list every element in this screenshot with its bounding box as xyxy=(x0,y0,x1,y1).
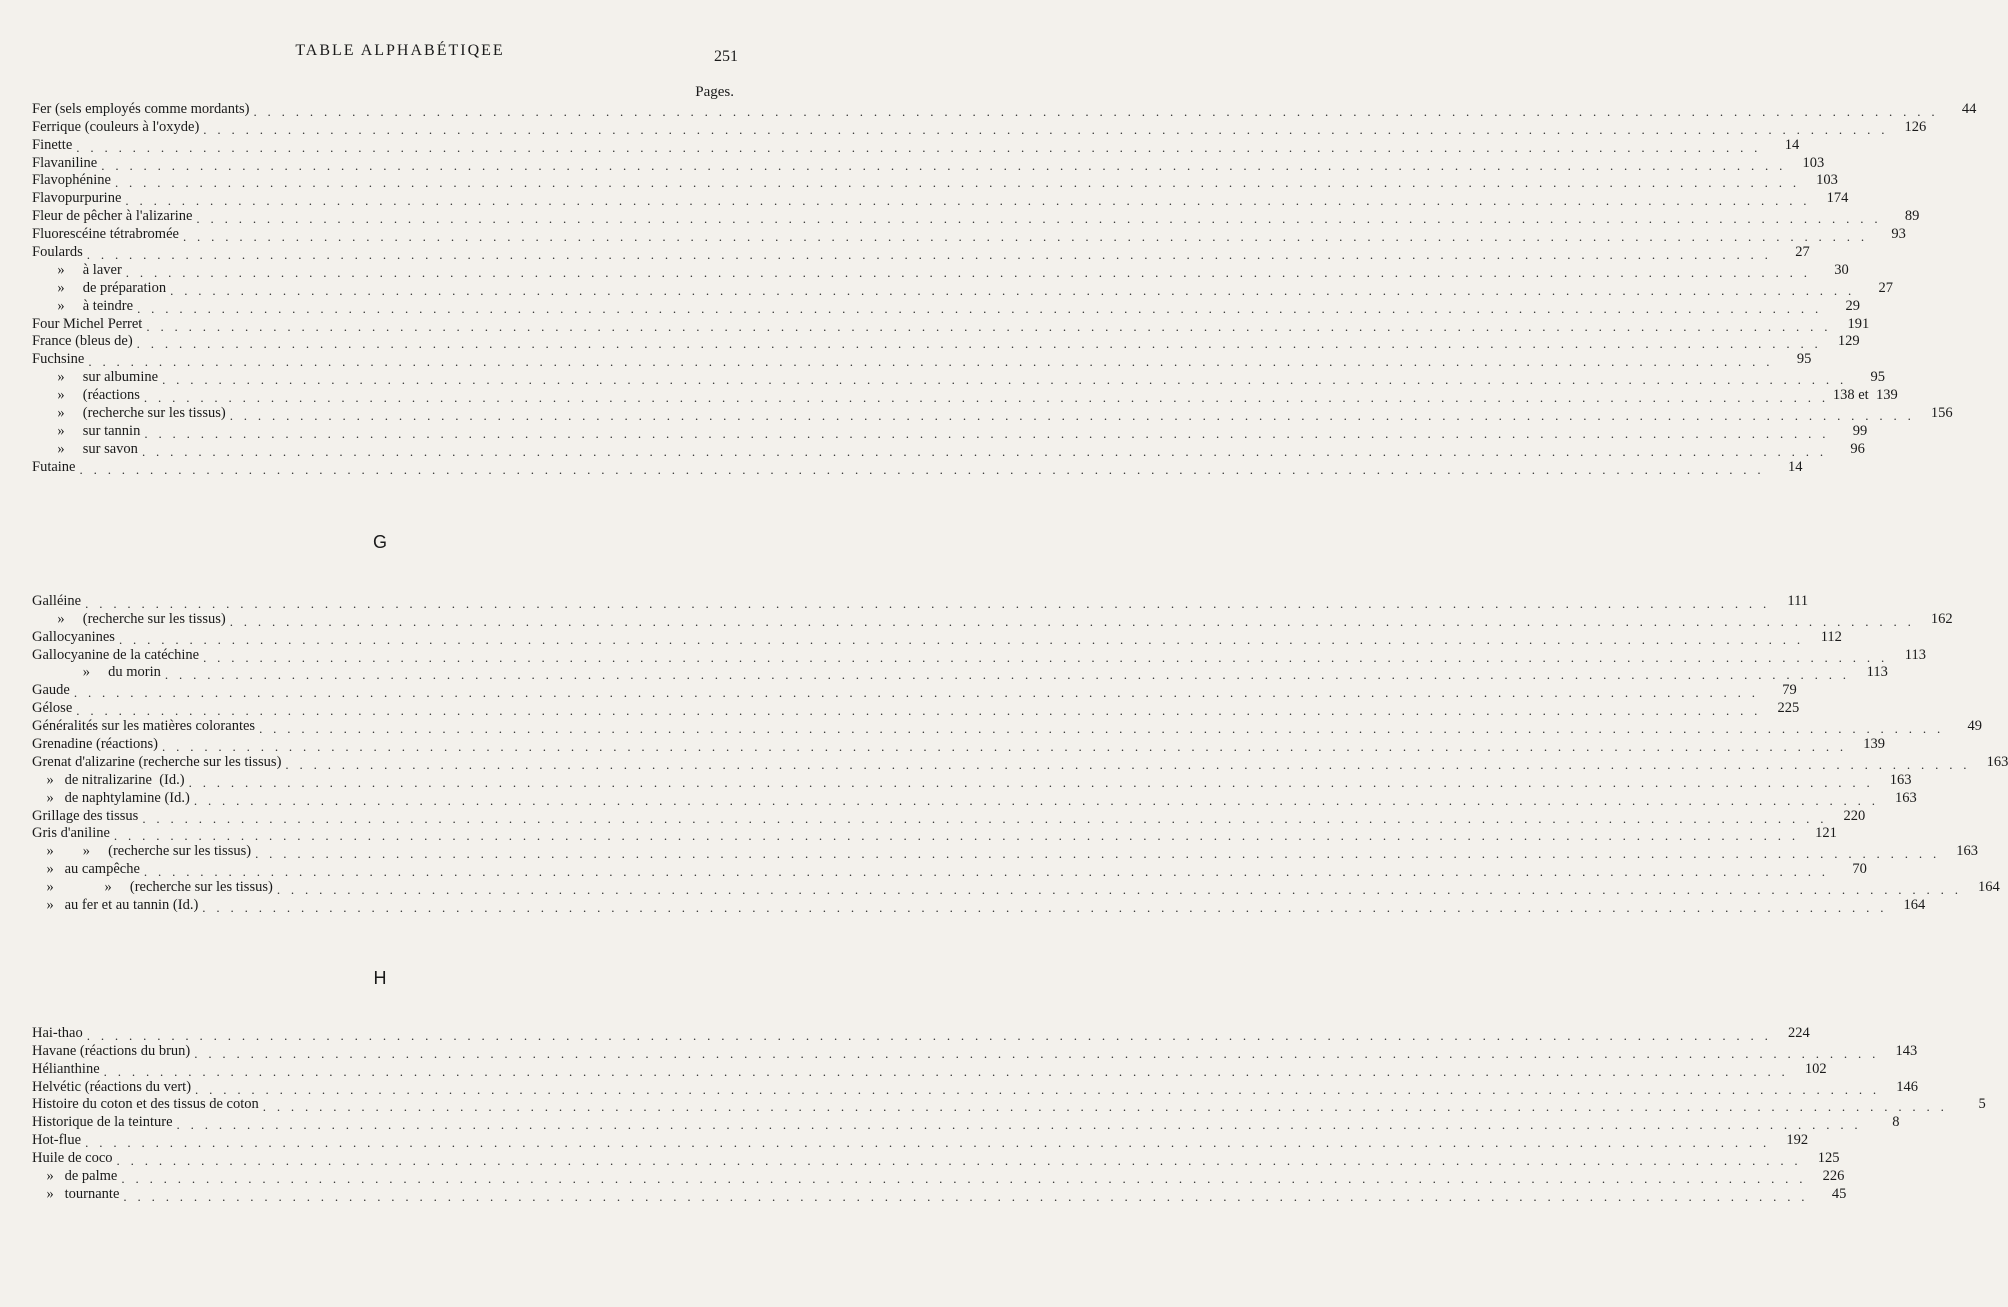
index-entry xyxy=(32,717,1983,737)
dot-leader: . . . . . . . . . . . . . . . . . . . . . . . . . . . . . . . . . . . . . . . . . . . . . . . . . . . . . . . . . . . . . . . . . . . . . . . . . . . . . . . . . . . . . . . . . . . . . . . . . . . . . . . . . . . . . . . . . . . . . . . . xyxy=(285,756,1971,772)
dot-leader: . . . . . . . . . . . . . . . . . . . . . . . . . . . . . . . . . . . . . . . . . . . . . . . . . . . . . . . . . . . . . . . . . . . . . . . . . . . . . . . . . . . . . . . . . . . . . . . . . . . . . . . . . . . . . . . . . . . . . . . . xyxy=(170,282,1856,298)
entry-page-number: 164 xyxy=(1978,879,2000,896)
entry-label: » tournante xyxy=(32,1185,120,1202)
dot-leader: . . . . . . . . . . . . . . . . . . . . . . . . . . . . . . . . . . . . . . . . . . . . . . . . . . . . . . . . . . . . . . . . . . . . . . . . . . . . . . . . . . . . . . . . . . . . . . . . . . . . . . . . . . . . . . . . . . . . . . . . xyxy=(259,721,1945,737)
index-entry xyxy=(32,315,1870,334)
entry-page-number: 129 xyxy=(1837,333,1860,350)
index-entry xyxy=(32,118,1927,137)
entry-page-number: 163 xyxy=(1895,789,1917,806)
dot-leader: . . . . . . . . . . . . . . . . . . . . . . . . . . . . . . . . . . . . . . . . . . . . . . . . . . . . . . . . . . . . . . . . . . . . . . . . . . . . . . . . . . . . . . . . . . . . . . . . . . . . . . . . . . . . . . . . . . . . . . . . xyxy=(182,229,1868,245)
index-entry xyxy=(32,350,1812,370)
section-letter-g: G xyxy=(372,532,387,552)
entry-label: Fleur de pêcher à l'alizarine xyxy=(32,208,193,225)
dot-leader: . . . . . . . . . . . . . . . . . . . . . . . . . . . . . . . . . . . . . . . . . . . . . . . . . . . . . . . . . . . . . . . . . . . . . . . . . . . . . . . . . . . . . . . . . . . . . . . . . . . . . . . . . . . . . . . . . . . . . . . . xyxy=(73,685,1759,701)
entry-page-number: 29 xyxy=(1845,297,1861,314)
dot-leader: . . . . . . . . . . . . . . . . . . . . . . . . . . . . . . . . . . . . . . . . . . . . . . . . . . . . . . . . . . . . . . . . . . . . . . . . . . . . . . . . . . . . . . . . . . . . . . . . . . . . . . . . . . . . . . . . . . . . . . . . xyxy=(114,175,1800,191)
dot-leader: . . . . . . . . . . . . . . . . . . . . . . . . . . . . . . . . . . . . . . . . . . . . . . . . . . . . . . . . . . . . . . . . . . . . . . . . . . . . . . . . . . . . . . . . . . . . . . . . . . . . . . . . . . . . . . . . . . . . . . . . xyxy=(162,372,1848,388)
index-entry xyxy=(32,261,1849,280)
entry-page-number: 224 xyxy=(1787,1024,1810,1041)
entry-label: » sur savon xyxy=(32,440,138,457)
dot-leader: . . . . . . . . . . . . . . . . . . . . . . . . . . . . . . . . . . . . . . . . . . . . . . . . . . . . . . . . . . . . . . . . . . . . . . . . . . . . . . . . . . . . . . . . . . . . . . . . . . . . . . . . . . . . . . . . . . . . . . . . xyxy=(255,846,1941,862)
entry-page-number: 226 xyxy=(1822,1168,1845,1185)
page-number: 251 xyxy=(714,48,738,65)
entry-page-number: 139 xyxy=(1863,736,1885,753)
index-entry xyxy=(32,225,1906,245)
index-entry xyxy=(32,386,1898,406)
dot-leader: . . . . . . . . . . . . . . . . . . . . . . . . . . . . . . . . . . . . . . . . . . . . . . . . . . . . . . . . . . . . . . . . . . . . . . . . . . . . . . . . . . . . . . . . . . . . . . . . . . . . . . . . . . . . . . . . . . . . . . . . xyxy=(141,443,1827,459)
dot-leader: . . . . . . . . . . . . . . . . . . . . . . . . . . . . . . . . . . . . . . . . . . . . . . . . . . . . . . . . . . . . . . . . . . . . . . . . . . . . . . . . . . . . . . . . . . . . . . . . . . . . . . . . . . . . . . . . . . . . . . . . xyxy=(144,425,1830,441)
index-entry xyxy=(32,628,1842,647)
index-entry xyxy=(32,825,1837,844)
entry-label: » (réactions xyxy=(32,387,140,404)
entry-label: Helvétic (réactions du vert) xyxy=(32,1078,192,1095)
index-section-h xyxy=(32,1024,1986,1204)
entry-page-number: 126 xyxy=(1904,118,1927,135)
entry-page-number: 96 xyxy=(1850,440,1865,457)
entry-label: Foulards xyxy=(32,244,83,261)
entry-label: Gélose xyxy=(32,700,73,717)
dot-leader: . . . . . . . . . . . . . . . . . . . . . . . . . . . . . . . . . . . . . . . . . . . . . . . . . . . . . . . . . . . . . . . . . . . . . . . . . . . . . . . . . . . . . . . . . . . . . . . . . . . . . . . . . . . . . . . . . . . . . . . . xyxy=(88,354,1774,370)
entry-label: » (recherche sur les tissus) xyxy=(32,405,226,422)
index-entry xyxy=(32,1149,1840,1169)
index-entry xyxy=(32,100,1977,119)
entry-label: » (recherche sur les tissus) xyxy=(32,610,226,627)
entry-label: Gallocyanine de la catéchine xyxy=(32,646,200,663)
entry-page-number: 30 xyxy=(1834,261,1849,278)
index-entry xyxy=(32,681,1797,701)
entry-label: Futaine xyxy=(32,458,76,475)
dot-leader: . . . . . . . . . . . . . . . . . . . . . . . . . . . . . . . . . . . . . . . . . . . . . . . . . . . . . . . . . . . . . . . . . . . . . . . . . . . . . . . . . . . . . . . . . . . . . . . . . . . . . . . . . . . . . . . . . . . . . . . . xyxy=(116,1153,1802,1169)
dot-leader: . . . . . . . . . . . . . . . . . . . . . . . . . . . . . . . . . . . . . . . . . . . . . . . . . . . . . . . . . . . . . . . . . . . . . . . . . . . . . . . . . . . . . . . . . . . . . . . . . . . . . . . . . . . . . . . . . . . . . . . . xyxy=(101,157,1787,173)
index-entry xyxy=(32,1096,1986,1115)
index-entry xyxy=(32,1185,1847,1204)
index-entry xyxy=(32,368,1886,388)
index-entry xyxy=(32,1060,1827,1079)
entry-label: Gris d'aniline xyxy=(32,825,110,842)
index-entry xyxy=(32,735,1885,755)
entry-label: Flavopurpurine xyxy=(32,190,122,207)
entry-label: Généralités sur les matières colorantes xyxy=(32,718,256,735)
dot-leader: . . . . . . . . . . . . . . . . . . . . . . . . . . . . . . . . . . . . . . . . . . . . . . . . . . . . . . . . . . . . . . . . . . . . . . . . . . . . . . . . . . . . . . . . . . . . . . . . . . . . . . . . . . . . . . . . . . . . . . . . xyxy=(196,211,1882,227)
entry-page-number: 102 xyxy=(1804,1060,1827,1077)
section-letter-h: H xyxy=(373,968,387,988)
entry-label: Havane (réactions du brun) xyxy=(32,1042,191,1059)
entry-page-number: 112 xyxy=(1820,628,1842,645)
entry-page-number: 113 xyxy=(1866,664,1888,681)
index-section-g xyxy=(32,592,2008,916)
entry-page-number: 8 xyxy=(1892,1114,1900,1131)
index-entry xyxy=(32,440,1865,459)
dot-leader: . . . . . . . . . . . . . . . . . . . . . . . . . . . . . . . . . . . . . . . . . . . . . . . . . . . . . . . . . . . . . . . . . . . . . . . . . . . . . . . . . . . . . . . . . . . . . . . . . . . . . . . . . . . . . . . . . . . . . . . . xyxy=(188,774,1874,790)
index-section-f xyxy=(32,100,1977,477)
entry-page-number: 95 xyxy=(1870,369,1886,386)
dot-leader: . . . . . . . . . . . . . . . . . . . . . . . . . . . . . . . . . . . . . . . . . . . . . . . . . . . . . . . . . . . . . . . . . . . . . . . . . . . . . . . . . . . . . . . . . . . . . . . . . . . . . . . . . . . . . . . . . . . . . . . . xyxy=(76,703,1762,719)
dot-leader: . . . . . . . . . . . . . . . . . . . . . . . . . . . . . . . . . . . . . . . . . . . . . . . . . . . . . . . . . . . . . . . . . . . . . . . . . . . . . . . . . . . . . . . . . . . . . . . . . . . . . . . . . . . . . . . . . . . . . . . . xyxy=(125,264,1811,280)
dot-leader: . . . . . . . . . . . . . . . . . . . . . . . . . . . . . . . . . . . . . . . . . . . . . . . . . . . . . . . . . . . . . . . . . . . . . . . . . . . . . . . . . . . . . . . . . . . . . . . . . . . . . . . . . . . . . . . . . . . . . . . . xyxy=(253,103,1939,119)
dot-leader: . . . . . . . . . . . . . . . . . . . . . . . . . . . . . . . . . . . . . . . . . . . . . . . . . . . . . . . . . . . . . . . . . . . . . . . . . . . . . . . . . . . . . . . . . . . . . . . . . . . . . . . . . . . . . . . . . . . . . . . . xyxy=(195,1081,1880,1097)
entry-page-number: 156 xyxy=(1930,405,1953,422)
entry-label: » à teindre xyxy=(32,297,134,314)
index-entry xyxy=(32,1167,1845,1187)
entry-label: Grenadine (réactions) xyxy=(32,736,159,753)
entry-page-number: 113 xyxy=(1904,646,1927,663)
index-entry xyxy=(32,243,1810,263)
dot-leader: . . . . . . . . . . . . . . . . . . . . . . . . . . . . . . . . . . . . . . . . . . . . . . . . . . . . . . . . . . . . . . . . . . . . . . . . . . . . . . . . . . . . . . . . . . . . . . . . . . . . . . . . . . . . . . . . . . . . . . . . xyxy=(85,1135,1771,1151)
entry-label: Histoire du coton et des tissus de coton xyxy=(32,1096,259,1113)
entry-page-number: 162 xyxy=(1930,610,1953,627)
dot-leader: . . . . . . . . . . . . . . . . . . . . . . . . . . . . . . . . . . . . . . . . . . . . . . . . . . . . . . . . . . . . . . . . . . . . . . . . . . . . . . . . . . . . . . . . . . . . . . . . . . . . . . . . . . . . . . . . . . . . . . . . xyxy=(276,882,1962,898)
index-entry xyxy=(32,1024,1810,1043)
index-entry xyxy=(32,1131,1809,1151)
dot-leader: . . . . . . . . . . . . . . . . . . . . . . . . . . . . . . . . . . . . . . . . . . . . . . . . . . . . . . . . . . . . . . . . . . . . . . . . . . . . . . . . . . . . . . . . . . . . . . . . . . . . . . . . . . . . . . . . . . . . . . . . xyxy=(136,336,1822,352)
dot-leader: . . . . . . . . . . . . . . . . . . . . . . . . . . . . . . . . . . . . . . . . . . . . . . . . . . . . . . . . . . . . . . . . . . . . . . . . . . . . . . . . . . . . . . . . . . . . . . . . . . . . . . . . . . . . . . . . . . . . . . . . xyxy=(123,1188,1809,1204)
entry-label: » du morin xyxy=(32,664,161,681)
entry-page-number: 99 xyxy=(1852,422,1868,439)
entry-label: Flavophénine xyxy=(32,172,111,189)
entry-page-number: 111 xyxy=(1787,592,1809,609)
dot-leader: . . . . . . . . . . . . . . . . . . . . . . . . . . . . . . . . . . . . . . . . . . . . . . . . . . . . . . . . . . . . . . . . . . . . . . . . . . . . . . . . . . . . . . . . . . . . . . . . . . . . . . . . . . . . . . . . . . . . . . . . xyxy=(113,828,1799,844)
index-entry xyxy=(32,279,1894,298)
index-entry xyxy=(32,297,1861,316)
entry-label: Huile de coco xyxy=(32,1150,113,1167)
entry-page-number: 163 xyxy=(1889,771,1912,788)
index-entry xyxy=(32,842,1979,862)
index-entry xyxy=(32,592,1809,611)
entry-page-number: 146 xyxy=(1896,1078,1918,1095)
entry-label: » au campêche xyxy=(32,861,140,878)
index-entry xyxy=(32,458,1803,477)
entry-page-number: 125 xyxy=(1817,1150,1840,1167)
dot-leader: . . . . . . . . . . . . . . . . . . . . . . . . . . . . . . . . . . . . . . . . . . . . . . . . . . . . . . . . . . . . . . . . . . . . . . . . . . . . . . . . . . . . . . . . . . . . . . . . . . . . . . . . . . . . . . . . . . . . . . . . xyxy=(194,1045,1880,1061)
dot-leader: . . . . . . . . . . . . . . . . . . . . . . . . . . . . . . . . . . . . . . . . . . . . . . . . . . . . . . . . . . . . . . . . . . . . . . . . . . . . . . . . . . . . . . . . . . . . . . . . . . . . . . . . . . . . . . . . . . . . . . . . xyxy=(229,408,1915,424)
index-entry xyxy=(32,333,1860,352)
entry-label: Ferrique (couleurs à l'oxyde) xyxy=(32,118,200,135)
entry-label: Fuchsine xyxy=(32,351,85,368)
entry-label: Grillage des tissus xyxy=(32,807,139,824)
entry-label: Galléine xyxy=(32,592,82,609)
entry-page-number: 225 xyxy=(1777,700,1800,717)
dot-leader: . . . . . . . . . . . . . . . . . . . . . . . . . . . . . . . . . . . . . . . . . . . . . . . . . . . . . . . . . . . . . . . . . . . . . . . . . . . . . . . . . . . . . . . . . . . . . . . . . . . . . . . . . . . . . . . . . . . . . . . . xyxy=(86,1027,1772,1043)
entry-page-number: 14 xyxy=(1787,458,1803,475)
entry-page-number: 44 xyxy=(1961,100,1977,117)
entry-page-number: 70 xyxy=(1852,861,1867,878)
entry-label: Finette xyxy=(32,136,73,153)
dot-leader: . . . . . . . . . . . . . . . . . . . . . . . . . . . . . . . . . . . . . . . . . . . . . . . . . . . . . . . . . . . . . . . . . . . . . . . . . . . . . . . . . . . . . . . . . . . . . . . . . . . . . . . . . . . . . . . . . . . . . . . . xyxy=(118,631,1804,647)
dot-leader: . . . . . . . . . . . . . . . . . . . . . . . . . . . . . . . . . . . . . . . . . . . . . . . . . . . . . . . . . . . . . . . . . . . . . . . . . . . . . . . . . . . . . . . . . . . . . . . . . . . . . . . . . . . . . . . . . . . . . . . . xyxy=(76,139,1762,155)
index-entry xyxy=(32,878,2000,898)
index-entry xyxy=(32,1113,1900,1133)
entry-label: Four Michel Perret xyxy=(32,315,143,332)
entry-page-number: 5 xyxy=(1978,1096,1986,1113)
entry-label: Gallocyanines xyxy=(32,628,115,645)
index-entry xyxy=(32,1078,1918,1097)
dot-leader: . . . . . . . . . . . . . . . . . . . . . . . . . . . . . . . . . . . . . . . . . . . . . . . . . . . . . . . . . . . . . . . . . . . . . . . . . . . . . . . . . . . . . . . . . . . . . . . . . . . . . . . . . . . . . . . . . . . . . . . . xyxy=(103,1063,1789,1079)
index-entry xyxy=(32,699,1800,719)
dot-leader: . . . . . . . . . . . . . . . . . . . . . . . . . . . . . . . . . . . . . . . . . . . . . . . . . . . . . . . . . . . . . . . . . . . . . . . . . . . . . . . . . . . . . . . . . . . . . . . . . . . . . . . . . . . . . . . . . . . . . . . . xyxy=(203,649,1889,665)
index-entry xyxy=(32,610,1953,629)
entry-label: Hélianthine xyxy=(32,1060,100,1077)
dot-leader: . . . . . . . . . . . . . . . . . . . . . . . . . . . . . . . . . . . . . . . . . . . . . . . . . . . . . . . . . . . . . . . . . . . . . . . . . . . . . . . . . . . . . . . . . . . . . . . . . . . . . . . . . . . . . . . . . . . . . . . . xyxy=(79,461,1765,477)
entry-page-number: 191 xyxy=(1847,315,1870,332)
dot-leader: . . . . . . . . . . . . . . . . . . . . . . . . . . . . . . . . . . . . . . . . . . . . . . . . . . . . . . . . . . . . . . . . . . . . . . . . . . . . . . . . . . . . . . . . . . . . . . . . . . . . . . . . . . . . . . . . . . . . . . . . xyxy=(203,121,1889,137)
dot-leader: . . . . . . . . . . . . . . . . . . . . . . . . . . . . . . . . . . . . . . . . . . . . . . . . . . . . . . . . . . . . . . . . . . . . . . . . . . . . . . . . . . . . . . . . . . . . . . . . . . . . . . . . . . . . . . . . . . . . . . . . xyxy=(162,739,1847,755)
index-entry xyxy=(32,404,1953,424)
entry-page-number: 174 xyxy=(1826,190,1849,207)
index-entry xyxy=(32,1042,1918,1061)
dot-leader: . . . . . . . . . . . . . . . . . . . . . . . . . . . . . . . . . . . . . . . . . . . . . . . . . . . . . . . . . . . . . . . . . . . . . . . . . . . . . . . . . . . . . . . . . . . . . . . . . . . . . . . . . . . . . . . . . . . . . . . . xyxy=(202,900,1888,916)
index-entry xyxy=(32,207,1920,227)
dot-leader: . . . . . . . . . . . . . . . . . . . . . . . . . . . . . . . . . . . . . . . . . . . . . . . . . . . . . . . . . . . . . . . . . . . . . . . . . . . . . . . . . . . . . . . . . . . . . . . . . . . . . . . . . . . . . . . . . . . . . . . . xyxy=(146,318,1832,334)
index-entry xyxy=(32,646,1927,665)
entry-page-number: 49 xyxy=(1967,718,1983,735)
entry-page-number: 79 xyxy=(1782,682,1797,699)
entry-page-number: 93 xyxy=(1891,226,1906,243)
entry-label: Fluorescéine tétrabromée xyxy=(32,226,179,243)
entry-label: » » (recherche sur les tissus) xyxy=(32,879,273,896)
entry-label: Flavaniline xyxy=(32,154,98,171)
entry-page-number: 89 xyxy=(1904,208,1920,225)
entry-page-number: 121 xyxy=(1815,825,1837,842)
entry-label: » sur albumine xyxy=(32,369,159,386)
entry-label: France (bleus de) xyxy=(32,333,133,350)
entry-page-number: 192 xyxy=(1786,1132,1809,1149)
index-entry xyxy=(32,860,1867,880)
entry-label: » au fer et au tannin (Id.) xyxy=(32,897,199,914)
running-head: TABLE ALPHABÉTIQEE xyxy=(295,42,505,59)
entry-label: Grenat d'alizarine (recherche sur les tissus) xyxy=(32,753,282,770)
entry-label: » de palme xyxy=(32,1168,118,1185)
entry-label: » sur tannin xyxy=(32,422,141,439)
index-entry xyxy=(32,422,1868,441)
entry-page-number: 45 xyxy=(1831,1185,1847,1202)
entry-label: Hot-flue xyxy=(32,1132,82,1149)
entry-page-number: 143 xyxy=(1895,1042,1918,1059)
entry-label: Fer (sels employés comme mordants) xyxy=(32,100,250,117)
index-entry xyxy=(32,172,1838,191)
index-entry xyxy=(32,771,1912,790)
index-entry xyxy=(32,896,1926,916)
entry-label: Gaude xyxy=(32,682,70,699)
entry-label: » de naphtylamine (Id.) xyxy=(32,789,190,806)
entry-page-number: 138 et 139 xyxy=(1832,387,1898,404)
entry-page-number: 27 xyxy=(1878,279,1894,296)
entry-page-number: 95 xyxy=(1796,351,1812,368)
index-entry xyxy=(32,154,1825,173)
entry-page-number: 163 xyxy=(1956,843,1979,860)
entry-page-number: 164 xyxy=(1903,897,1926,914)
entry-page-number: 14 xyxy=(1784,136,1800,153)
index-entry xyxy=(32,664,1888,683)
entry-label: » de nitralizarine (Id.) xyxy=(32,771,185,788)
dot-leader: . . . . . . . . . . . . . . . . . . . . . . . . . . . . . . . . . . . . . . . . . . . . . . . . . . . . . . . . . . . . . . . . . . . . . . . . . . . . . . . . . . . . . . . . . . . . . . . . . . . . . . . . . . . . . . . . . . . . . . . . xyxy=(193,792,1879,808)
pages-column-label: Pages. xyxy=(695,84,734,100)
dot-leader: . . . . . . . . . . . . . . . . . . . . . . . . . . . . . . . . . . . . . . . . . . . . . . . . . . . . . . . . . . . . . . . . . . . . . . . . . . . . . . . . . . . . . . . . . . . . . . . . . . . . . . . . . . . . . . . . . . . . . . . . xyxy=(85,595,1771,611)
dot-leader: . . . . . . . . . . . . . . . . . . . . . . . . . . . . . . . . . . . . . . . . . . . . . . . . . . . . . . . . . . . . . . . . . . . . . . . . . . . . . . . . . . . . . . . . . . . . . . . . . . . . . . . . . . . . . . . . . . . . . . . . xyxy=(142,810,1828,826)
entry-page-number: 103 xyxy=(1802,154,1825,171)
entry-label: » » (recherche sur les tissus) xyxy=(32,843,252,860)
entry-page-number: 163 xyxy=(1986,753,2008,770)
entry-page-number: 103 xyxy=(1816,172,1838,189)
dot-leader: . . . . . . . . . . . . . . . . . . . . . . . . . . . . . . . . . . . . . . . . . . . . . . . . . . . . . . . . . . . . . . . . . . . . . . . . . . . . . . . . . . . . . . . . . . . . . . . . . . . . . . . . . . . . . . . . . . . . . . . . xyxy=(125,193,1811,209)
index-entry xyxy=(32,789,1917,808)
dot-leader: . . . . . . . . . . . . . . . . . . . . . . . . . . . . . . . . . . . . . . . . . . . . . . . . . . . . . . . . . . . . . . . . . . . . . . . . . . . . . . . . . . . . . . . . . . . . . . . . . . . . . . . . . . . . . . . . . . . . . . . . xyxy=(143,864,1829,880)
dot-leader: . . . . . . . . . . . . . . . . . . . . . . . . . . . . . . . . . . . . . . . . . . . . . . . . . . . . . . . . . . . . . . . . . . . . . . . . . . . . . . . . . . . . . . . . . . . . . . . . . . . . . . . . . . . . . . . . . . . . . . . . xyxy=(262,1099,1948,1115)
index-entry xyxy=(32,136,1800,155)
entry-page-number: 27 xyxy=(1795,244,1810,261)
dot-leader: . . . . . . . . . . . . . . . . . . . . . . . . . . . . . . . . . . . . . . . . . . . . . . . . . . . . . . . . . . . . . . . . . . . . . . . . . . . . . . . . . . . . . . . . . . . . . . . . . . . . . . . . . . . . . . . . . . . . . . . . xyxy=(121,1171,1807,1187)
entry-label: Historique de la teinture xyxy=(32,1114,173,1131)
entry-label: Hai-thao xyxy=(32,1024,83,1041)
dot-leader: . . . . . . . . . . . . . . . . . . . . . . . . . . . . . . . . . . . . . . . . . . . . . . . . . . . . . . . . . . . . . . . . . . . . . . . . . . . . . . . . . . . . . . . . . . . . . . . . . . . . . . . . . . . . . . . . . . . . . . . . xyxy=(164,667,1850,683)
dot-leader: . . . . . . . . . . . . . . . . . . . . . . . . . . . . . . . . . . . . . . . . . . . . . . . . . . . . . . . . . . . . . . . . . . . . . . . . . . . . . . . . . . . . . . . . . . . . . . . . . . . . . . . . . . . . . . . . . . . . . . . . xyxy=(229,613,1915,629)
index-entry xyxy=(32,189,1849,209)
index-entry xyxy=(32,807,1866,826)
dot-leader: . . . . . . . . . . . . . . . . . . . . . . . . . . . . . . . . . . . . . . . . . . . . . . . . . . . . . . . . . . . . . . . . . . . . . . . . . . . . . . . . . . . . . . . . . . . . . . . . . . . . . . . . . . . . . . . . . . . . . . . . xyxy=(143,390,1829,406)
entry-label: » à laver xyxy=(32,261,122,278)
dot-leader: . . . . . . . . . . . . . . . . . . . . . . . . . . . . . . . . . . . . . . . . . . . . . . . . . . . . . . . . . . . . . . . . . . . . . . . . . . . . . . . . . . . . . . . . . . . . . . . . . . . . . . . . . . . . . . . . . . . . . . . . xyxy=(86,247,1772,263)
dot-leader: . . . . . . . . . . . . . . . . . . . . . . . . . . . . . . . . . . . . . . . . . . . . . . . . . . . . . . . . . . . . . . . . . . . . . . . . . . . . . . . . . . . . . . . . . . . . . . . . . . . . . . . . . . . . . . . . . . . . . . . . xyxy=(176,1117,1862,1133)
index-entry xyxy=(32,753,2008,772)
dot-leader: . . . . . . . . . . . . . . . . . . . . . . . . . . . . . . . . . . . . . . . . . . . . . . . . . . . . . . . . . . . . . . . . . . . . . . . . . . . . . . . . . . . . . . . . . . . . . . . . . . . . . . . . . . . . . . . . . . . . . . . . xyxy=(137,300,1823,316)
entry-page-number: 220 xyxy=(1843,807,1866,824)
entry-label: » de préparation xyxy=(32,279,167,296)
